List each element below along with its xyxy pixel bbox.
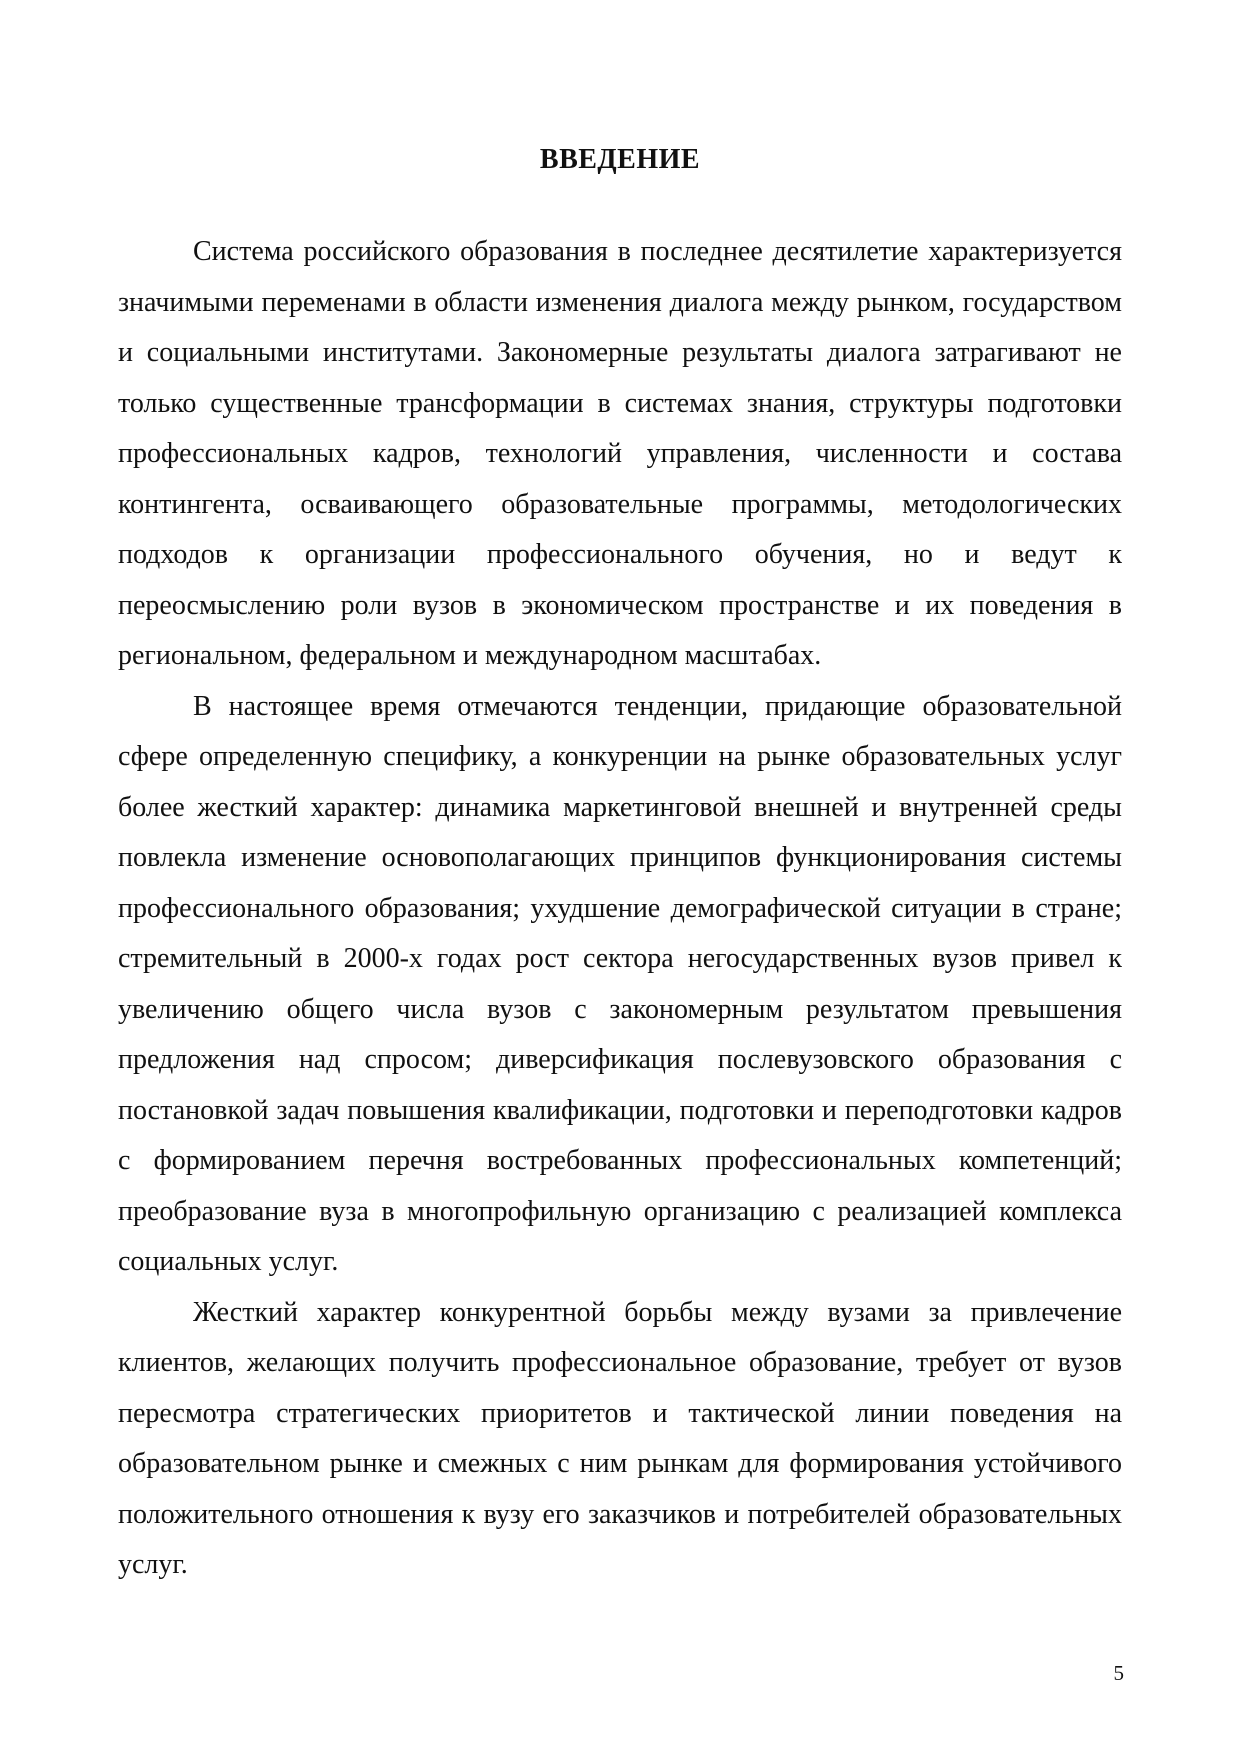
- paragraph-2: В настоящее время отмечаются тенденции, придающие образовательной сфере определенную специфику, а конкуренции на рынке образовательных услуг более жесткий характер: динамика маркетинговой внешней и внутренней среды повлекла изменение основополагающих принципов функционирования системы профессионального образования; ухудшение демографической ситуации в стране; стремительный в 2000-х годах рост сектора негосударственных вузов привел к увеличению общего числа вузов с закономерным результатом превышения предложения над спросом; диверсификация послевузовского образования с постановкой задач повышения квалификации, подготовки и переподготовки кадров с формированием перечня востребованных профессиональных компетенций; преобразование вуза в многопрофильную организацию с реализацией комплекса социальных услуг.: [118, 690, 1122, 1277]
- body-text: [118, 227, 1122, 1591]
- paragraph-1: Система российского образования в последнее десятилетие характеризуется значимыми переменами в области изменения диалога между рынком, государством и социальными институтами. Закономерные результаты диалога затрагивают не только существенные трансформации в системах знания, структуры подготовки профессиональных кадров, технологий управления, численности и состава контингента, осваивающего образовательные программы, методологических подходов к организации профессионального обучения, но и ведут к переосмыслению роли вузов в экономическом пространстве и их поведения в региональном, федеральном и международном масштабах.: [118, 236, 1122, 671]
- paragraph-3: Жесткий характер конкурентной борьбы между вузами за привлечение клиентов, желающих получить профессиональное образование, требует от вузов пересмотра стратегических приоритетов и тактической линии поведения на образовательном рынке и смежных с ним рынкам для формирования устойчивого положительного отношения к вузу его заказчиков и потребителей образовательных услуг.: [118, 1296, 1122, 1580]
- page-number: 5: [1113, 1661, 1124, 1685]
- page-title: ВВЕДЕНИЕ: [539, 144, 701, 175]
